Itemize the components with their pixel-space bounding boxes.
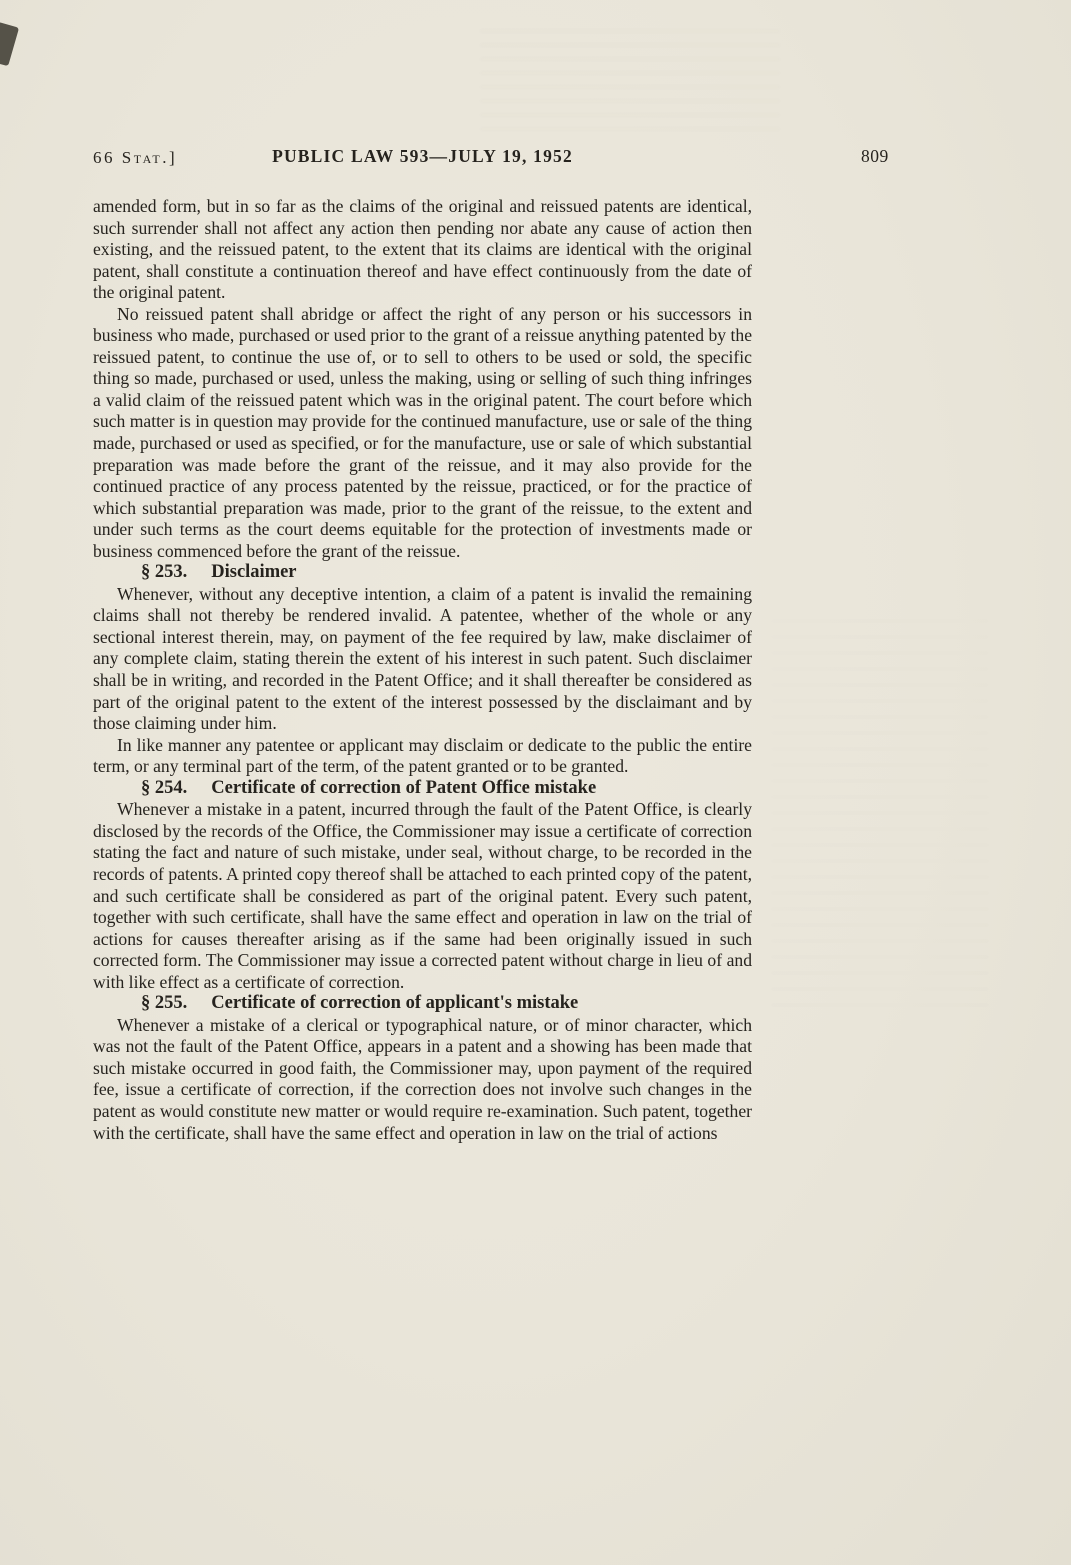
statute-text-column <box>93 196 752 1144</box>
paragraph-no-reissued-patent: No reissued patent shall abridge or affect the right of any person or his successors in business who made, purchased or used prior to the grant of a reissue anything patented by the reissued patent, to continue the use of, or to sell to others to be used or sold, the specific thing so made, purchased or used, unless the making, using or selling of such thing infringes a valid claim of the reissued patent which was in the original patent. The court before which such matter is in question may provide for the continued manufacture, use or sale of the thing made, purchased or used as specified, or for the manufacture, use or sale of which substantial preparation was made before the grant of the reissue, and it may also provide for the continued practice of any process patented by the reissue, practiced, or for the practice of which substantial preparation was made, prior to the grant of the reissue, to the extent and under such terms as the court deems equitable for the protection of investments made or business commenced before the grant of the reissue. <box>93 303 752 561</box>
running-head <box>93 146 889 172</box>
paragraph-sec255: Whenever a mistake of a clerical or typographical nature, or of minor character, which was not the fault of the Patent Office, appears in a patent and a showing has been made that such mistake occurred in good faith, the Commissioner may, upon payment of the required fee, issue a certificate of correction, if the correction does not involve such changes in the patent as would constitute new matter or would require re-examination. Such patent, together with the certificate, shall have the same effect and operation in law on the trial of actions <box>93 1014 752 1143</box>
paragraph-disclaimer-1: Whenever, without any deceptive intention, a claim of a patent is invalid the remaining claims shall not thereby be rendered invalid. A patentee, whether of the whole or any sectional interest therein, may, on payment of the fee required by law, make disclaimer of any complete claim, stating therein the extent of his interest in such patent. Such disclaimer shall be in writing, and recorded in the Patent Office; and it shall thereafter be considered as part of the original patent to the extent of the interest possessed by the disclaimant and by those claiming under him. <box>93 583 752 734</box>
scan-bleedthrough-artifact <box>480 30 780 140</box>
section-title: Certificate of correction of applicant's mistake <box>211 993 579 1014</box>
section-title: Certificate of correction of Patent Office mistake <box>211 777 597 798</box>
page-number: 809 <box>861 146 889 166</box>
section-number: § 255. <box>141 993 188 1014</box>
scan-corner-artifact <box>0 22 19 67</box>
section-number: § 253. <box>141 562 188 583</box>
statute-volume-citation: 66 Stat.] <box>93 148 178 167</box>
section-title: Disclaimer <box>211 562 297 583</box>
section-number: § 254. <box>141 777 188 798</box>
section-heading-254 <box>93 778 752 800</box>
paragraph-disclaimer-2: In like manner any patentee or applicant may disclaim or dedicate to the public the entire term, or any terminal part of the term, of the patent granted or to be granted. <box>93 734 752 777</box>
section-heading-253 <box>93 562 752 584</box>
paragraph-reissue-continuation: amended form, but in so far as the claims of the original and reissued patents are identical, such surrender shall not affect any action then pending nor abate any cause of action then existing, and the reissued patent, to the extent that its claims are identical with the original patent, shall constitute a continuation thereof and have effect continuously from the date of the original patent. <box>93 196 752 303</box>
scan-bleedthrough-artifact <box>770 620 990 1020</box>
paragraph-sec254: Whenever a mistake in a patent, incurred through the fault of the Patent Office, is clearly disclosed by the records of the Office, the Commissioner may issue a certificate of correction stating the fact and nature of such mistake, under seal, without charge, to be recorded in the records of patents. A printed copy thereof shall be attached to each printed copy of the patent, and such certificate shall be considered as part of the original patent. Every such patent, together with such certificate, shall have the same effect and operation in law on the trial of actions for causes thereafter arising as if the same had been originally issued in such corrected form. The Commissioner may issue a corrected patent without charge in lieu of and with like effect as a certificate of correction. <box>93 799 752 992</box>
section-heading-255 <box>93 993 752 1015</box>
public-law-title: PUBLIC LAW 593—JULY 19, 1952 <box>272 146 573 166</box>
